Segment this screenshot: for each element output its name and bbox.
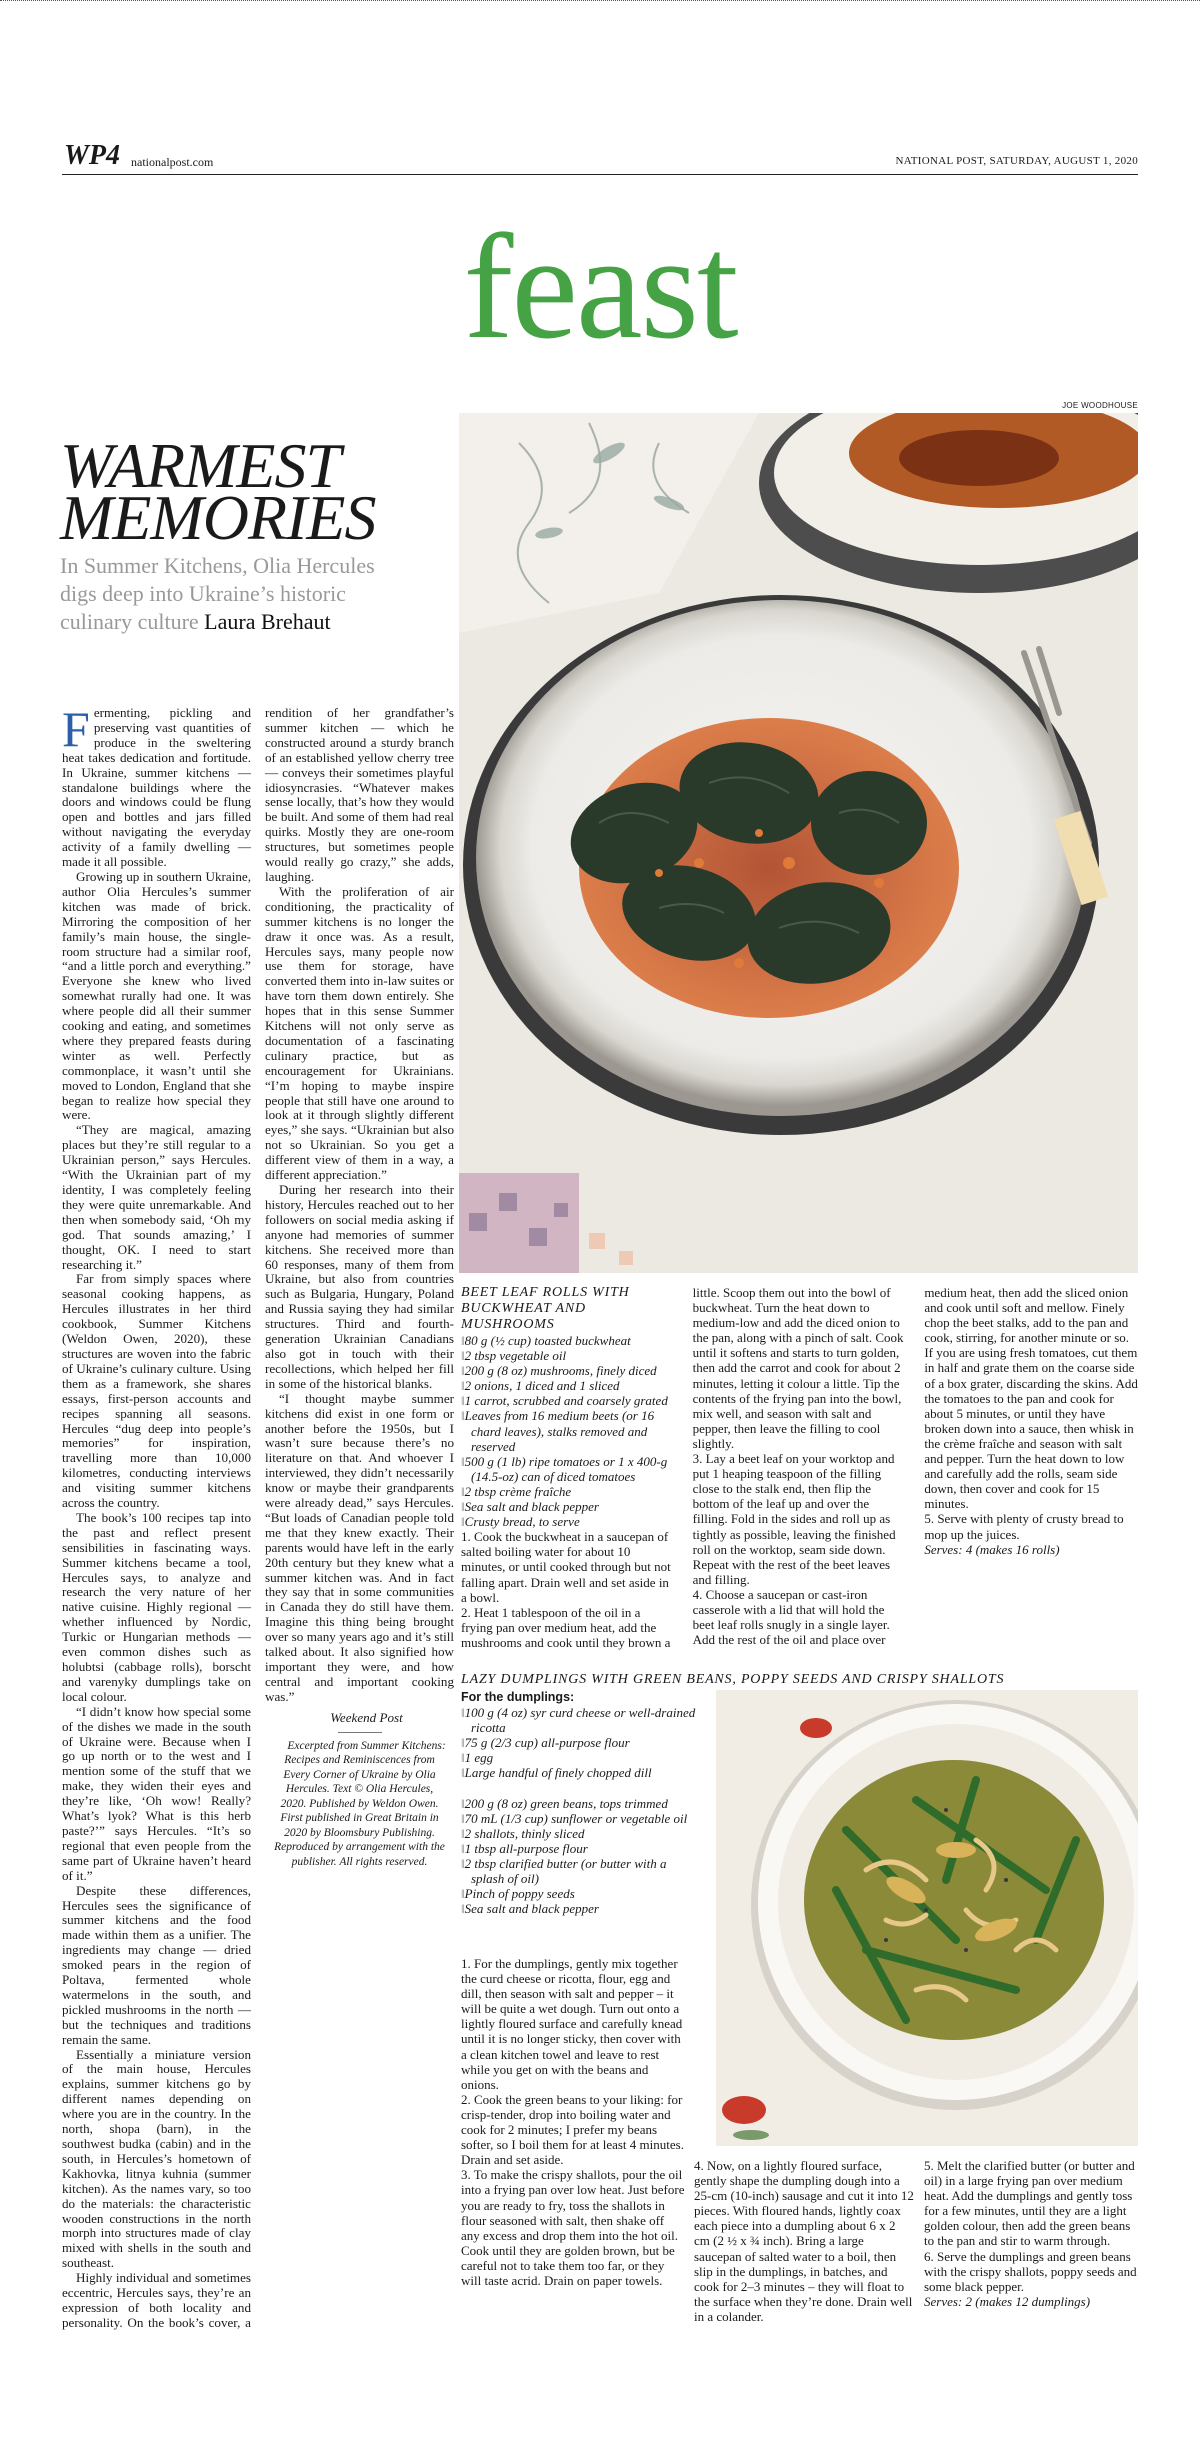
title-line-2: MEMORIES [60, 482, 376, 554]
article-body [62, 701, 454, 2336]
ingredient: ‖ 200 g (8 oz) green beans, tops trimmed [461, 1796, 701, 1811]
serves: Serves: 4 (makes 16 rolls) [924, 1541, 1060, 1557]
ingredient: ‖ Large handful of finely chopped dill [461, 1765, 701, 1780]
recipe-2-method-col2 [694, 2158, 914, 2324]
ingredient: ‖ Leaves from 16 medium beets (or 16 chard leaves), stalks removed and reserved [461, 1408, 675, 1453]
excerpt-note: Excerpted from Summer Kitchens: Recipes and Reminiscences from Every Corner of Ukraine by Olia Hercules. Text © Olia Hercules, 2020. Published by Weldon Owen. First published in Great Britain in 2020 by Bloomsbury Publishing. Reproduced by arrangement with the publisher. All rights reserved. [274, 1739, 446, 1868]
article-deck [60, 552, 390, 636]
ingredient: ‖ 2 onions, 1 diced and 1 sliced [461, 1378, 675, 1393]
paragraph-5: The book’s 100 recipes tap into the past and reflect present sensibilities in fascinating ways. Summer kitchens became a tool, Hercules says, to analyze and research the very nature of her native cuisine. Highly regional — whether influenced by Nordic, Turkic or Hungarian methods — even common dishes such as holubtsi (cabbage rolls), borscht and varenyky dumplings take on local colour. [62, 1509, 251, 1704]
ingredient: ‖ 2 tbsp crème fraîche [461, 1484, 675, 1499]
byline: Laura Brehaut [204, 609, 331, 634]
method-step: 4. Choose a saucepan or cast-iron casserole with a lid that will hold the beet leaf rolls snugly in a single layer. Add the rest of the oil and place over medium heat, then add the sliced onion and cook until soft and mellow. Finely chop the beet stalks, add to the pan and cook, stirring, for another minute or so. If you are using fresh tomatoes, cut them in half and grate them on the coarse side of a box grater, discarding the skins. Add the tomatoes to the pan and cook for about 5 minutes, or until they have broken down into a sauce, then whisk in the crème fraîche and season with salt and pepper. Turn the heat down to low and carefully add the rolls, seam side down, then cover and cook for 15 minutes. [692, 1285, 1138, 1648]
beet-leaf-rolls-photo [459, 413, 1138, 1273]
method-step: 5. Serve with plenty of crusty bread to mop up the juices. [924, 1511, 1124, 1542]
recipe-2-title: LAZY DUMPLINGS WITH GREEN BEANS, POPPY SEEDS AND CRISPY SHALLOTS [461, 1672, 1005, 1687]
site-url: nationalpost.com [131, 155, 214, 169]
ingredients-dumplings [461, 1705, 701, 1780]
ingredient: ‖ 1 carrot, scrubbed and coarsely grated [461, 1393, 675, 1408]
title-line-1: WARMEST [60, 430, 341, 501]
recipe-title: BEET LEAF ROLLS WITH BUCKWHEAT AND MUSHROOMS [461, 1285, 630, 1332]
ingredients-list [461, 1333, 675, 1529]
method-step: 2. Heat 1 tablespoon of the oil in a frying pan over medium heat, add the mushrooms and cook until they brown a little. Scoop them out into the bowl of buckwheat. Turn the heat down to medium-low and add the diced onion to the pan, along with a pinch of salt. Cook until it softens and starts to turn golden, then add the carrot and cook for about 2 minutes, letting it colour a little. Tip the contents of the frying pan into the bowl, mix well, and season with salt and pepper, then leave the filling to cool slightly. [461, 1285, 904, 1650]
ingredient: ‖ Sea salt and black pepper [461, 1499, 675, 1514]
deck-text: In Summer Kitchens, Olia Hercules digs deep into Ukraine’s historic culinary culture [60, 553, 375, 634]
ingredient: ‖ 500 g (1 lb) ripe tomatoes or 1 x 400-g (14.5-oz) can of diced tomatoes [461, 1454, 675, 1484]
section-title: feast [463, 204, 737, 370]
drop-cap: F [62, 701, 90, 757]
paragraph-3: “They are magical, amazing places but they’re still regular to a Ukrainian person,” says Hercules. “With the Ukrainian part of my identity, I was completely feeling they were quite unremarkable. And then when somebody said, ‘Oh my god. That sounds amazing,’ I thought, OK. I need to start researching it.” [62, 1122, 251, 1272]
paragraph-8: Essentially a miniature version of the main house, Hercules explains, summer kitchens go by different names depending on where you are in the country. In the north, shopa (barn), in the southwest budka (cabin) and in the south, in Hercules’s hometown of Kakhovka, litnya kuhnia (summer kitchen). As the names vary, so too do the materials: the characteristic wooden constructions in the north morph into structures made of clay mixed with shells in the south and southeast. [62, 2046, 251, 2271]
page-number: WP4 [64, 140, 120, 171]
paragraph-1 [62, 701, 251, 870]
recipe-beet-leaf-rolls [461, 1285, 1138, 1655]
serves: Serves: 2 (makes 12 dumplings) [924, 2293, 1091, 2309]
first-paragraph-text: ermenting, pickling and preserving vast quantities of produce in the sweltering heat takes dedication and fortitude. In Ukraine, summer kitchens — standalone buildings where the doors and windows could be flung open and bottles and jars filled without navigating the everyday activity of a family dwelling — made it all possible. [62, 705, 251, 870]
method-step: 3. Lay a beet leaf on your worktop and put 1 heaping teaspoon of the filling close to the stalk end, then flip the bottom of the leaf up and over the filling. Fold in the sides and roll up as tightly as possible, leaving the finished roll on the worktop, seam side down. Repeat with the rest of the beet leaves and filling. [692, 1451, 896, 1587]
step-2: 2. Cook the green beans to your liking: for crisp-tender, drop into boiling water and cook for 2 minutes; I prefer my beans softer, so I boil them for at least 4 minutes. Drain and set aside. [461, 2091, 684, 2168]
step-6: 6. Serve the dumplings and green beans with the crispy shallots, poppy seeds and some black pepper. [924, 2248, 1137, 2294]
ingredient: ‖ 100 g (4 oz) syr curd cheese or well-drained ricotta [461, 1705, 701, 1735]
ingredient: ‖ 70 mL (1/3 cup) sunflower or vegetable oil [461, 1811, 701, 1826]
article-title [60, 430, 420, 554]
ingredient: ‖ 1 egg [461, 1750, 701, 1765]
lazy-dumplings-photo [716, 1690, 1138, 2146]
paragraph-10: With the proliferation of air conditioning, the practicality of summer kitchens is no longer the draw it once was. As a result, Hercules says, many people now use them for storage, have converted them into in-law suites or have torn them down entirely. She hopes that in this sense Summer Kitchens will not only serve as documentation of a fascinating culinary practice, but as encouragement for Ukrainians. “I’m hoping to maybe inspire people that still have one around to look at it through slightly different eyes,” she says. “Ukrainian but also not so Ukrainian. So you get a different view of them in a way, a different appreciation.” [265, 883, 454, 1183]
recipe-divider [0, 0, 1200, 1]
dumplings-label: For the dumplings: [461, 1690, 575, 1704]
step-5: 5. Melt the clarified butter (or butter and oil) in a large frying pan over medium heat. Add the dumplings and gently toss for a few minutes, until they are a light golden colour, then add the green beans to the pan and stir to warm through. [924, 2158, 1135, 2249]
step-4: 4. Now, on a lightly floured surface, gently shape the dumpling dough into a 25-cm (10-inch) sausage and cut it into 12 pieces. With floured hands, lightly coax each piece into a dumpling about 6 x 2 cm (2 ½ x ¾ inch). Bring a large saucepan of salted water to a boil, then slip in the dumplings, in batches, and cook for 2–3 minutes – they will float to the surface when they’re done. Drain well in a colander. [694, 2158, 914, 2324]
ingredient: ‖ 1 tbsp all-purpose flour [461, 1841, 701, 1856]
ingredient: ‖ 80 g (½ cup) toasted buckwheat [461, 1333, 675, 1348]
recipe-2-ingredients [461, 1690, 701, 1916]
ingredient: ‖ 200 g (8 oz) mushrooms, finely diced [461, 1363, 675, 1378]
ingredient: ‖ Crusty bread, to serve [461, 1514, 675, 1529]
paragraph-11: During her research into their history, Hercules reached out to her followers on social media asking if anyone had memories of summer kitchens. She received more than 60 responses, many of them from Ukraine, but also from countries such as Bulgaria, Hungary, Poland and Russia saying they had similar structures. Third and fourth-generation Ukrainian Canadians also got in touch with their recollections, which helped her fill in some of the historical blanks. [265, 1182, 454, 1391]
header-rule [62, 174, 1138, 175]
paragraph-9: Highly individual and sometimes eccentric, Hercules says, they’re an expression of both locality and personality. On the book’s cover, a rendition of her grandfather’s summer kitchen — which he constructed around a sturdy branch of an established yellow cherry tree — conveys their sometimes playful idiosyncrasies. “Whatever makes sense locally, that’s how they would be built. And some of them had real quirks. Mostly they are one-room structures, but sometimes people would really go crazy,” she adds, laughing. [62, 705, 454, 2330]
method-step: 1. Cook the buckwheat in a saucepan of salted boiling water for about 10 minutes, or until cooked through but not falling apart. Drain well and set aside in a bowl. [461, 1529, 671, 1605]
ingredient: ‖ 2 tbsp clarified butter (or butter with a splash of oil) [461, 1856, 701, 1886]
recipe-2-method-col1 [461, 1956, 685, 2306]
paragraph-7: Despite these differences, Hercules sees the significance of summer kitchens and the food made within them as a unifier. The ingredients may change — dried smoked pears in the region of Poltava, fermented whole watermelons in the south, and pickled mushrooms in the north — but the techniques and traditions remain the same. [62, 1882, 251, 2047]
paragraph-6: “I didn’t know how special some of the dishes we made in the south of Ukraine were. Because when I go up north or to the west and I mention some of the stuff that we make, they widen their eyes and they’re like, ‘Oh wow! Really? What’s lyok? What is this herb paste?’” says Hercules. “It’s so regional that even people from the same part of Ukraine haven’t heard of it.” [62, 1703, 251, 1883]
paragraph-2: Growing up in southern Ukraine, author Olia Hercules’s summer kitchen was made of brick. Mirroring the composition of her family’s main house, the single-room structure had a similar roof, “and a little porch and everything.” Everyone she knew who lived somewhat rurally had one. It was where people did all their summer cooking and eating, and sometimes where they prepared feasts during winter as well. Perfectly commonplace, it wasn’t until she moved to London, England that she began to realize how special they were. [62, 868, 251, 1123]
ingredients-other [461, 1796, 701, 1917]
ingredient: ‖ 2 tbsp vegetable oil [461, 1348, 675, 1363]
ingredient: ‖ Sea salt and black pepper [461, 1901, 701, 1916]
paragraph-4: Far from simply spaces where seasonal cooking happens, as Hercules illustrates in her third cookbook, Summer Kitchens (Weldon Owen, 2020), these structures are woven into the fabric of Ukraine’s culinary culture. Using them as a framework, she shares essays, first-person accounts and recipes spanning all seasons. Hercules “dug deep into people’s memories” for inspiration, travelling more than 10,000 kilometres, conducting interviews and visiting summer kitchens across the country. [62, 1271, 251, 1511]
ingredient: ‖ 2 shallots, thinly sliced [461, 1826, 701, 1841]
recipe-2-method-col3 [924, 2158, 1138, 2309]
step-1: 1. For the dumplings, gently mix together the curd cheese or ricotta, flour, egg and dill, then season with salt and pepper – it will be quite a wet dough. Turn out onto a lightly floured surface and carefully knead until it is no longer sticky, then cover with a clean kitchen towel and leave to rest while you get on with the beans and onions. [461, 1956, 683, 2092]
excerpt-rule [338, 1732, 382, 1733]
ingredient: ‖ Pinch of poppy seeds [461, 1886, 701, 1901]
signoff: Weekend Post [330, 1709, 403, 1725]
paragraph-12: “I thought maybe summer kitchens did exist in one form or another before the 1950s, but I wasn’t sure because there’s no literature on that. And whoever I interviewed, they didn’t necessarily know or maybe their grandparents were already dead,” says Hercules. “But loads of Canadian people told me that they knew exactly. Their parents would have left in the early 20th century but they knew what a summer kitchen was. And in fact they say that in some communities in Canada they do still have them. Imagine this thing being brought over so many years ago and it’s still talked about. It also signified how important they were, and how central and important cooking was.” [265, 1390, 454, 1704]
step-3: 3. To make the crispy shallots, pour the oil into a frying pan over low heat. Just before you are ready to fry, toss the shallots in flour seasoned with salt, then shake off any excess and drop them into the hot oil. Cook until they are golden brown, but be careful not to take them too far, or they will taste acrid. Drain on paper towels. [461, 2167, 685, 2288]
dateline: NATIONAL POST, SATURDAY, AUGUST 1, 2020 [895, 155, 1138, 167]
photo-credit: JOE WOODHOUSE [1062, 401, 1138, 410]
ingredient: ‖ 75 g (2/3 cup) all-purpose flour [461, 1735, 701, 1750]
